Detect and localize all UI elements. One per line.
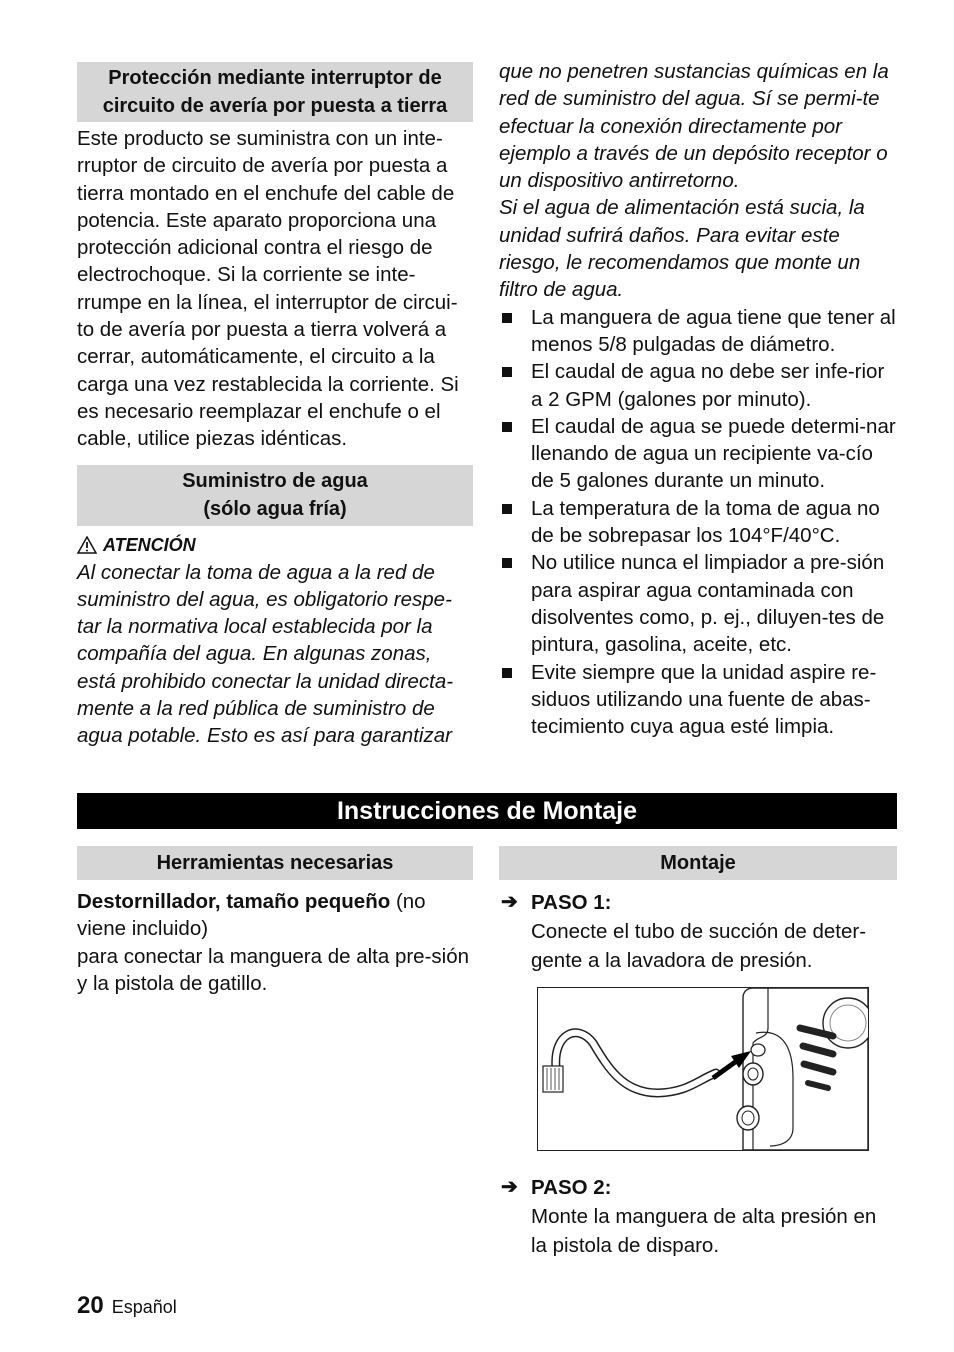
arrow-right-icon: ➔ [501, 1176, 518, 1198]
step-1 [499, 888, 897, 975]
italic-paragraph-1: que no penetren sustancias químicas en la red de suministro del agua. Sí se permi-te efectuar la conexión directamente por ejemplo a través de un depósito receptor o un dispositivo antirretorno. [499, 60, 889, 193]
warning-triangle-icon [77, 536, 97, 554]
footer-language: Español [111, 1297, 177, 1317]
assembly-illustration [537, 987, 869, 1151]
tools-column [77, 846, 473, 997]
list-item: Evite siempre que la unidad aspire re-siduos utilizando una fuente de abas-tecimiento cuya agua esté limpia. [499, 659, 897, 741]
square-bullet-icon [502, 558, 512, 568]
water-supply-heading-line1: Suministro de agua [182, 469, 368, 492]
list-item: El caudal de agua se puede determi-nar llenando de agua un recipiente va-cío de 5 galones durante un minuto. [499, 413, 897, 495]
assembly-heading: Montaje [499, 846, 897, 880]
square-bullet-icon [502, 422, 512, 432]
page-footer [77, 1292, 177, 1320]
step-2-text: Monte la manguera de alta presión en la pistola de disparo. [531, 1205, 877, 1257]
list-item: La temperatura de la toma de agua no de be sobrepasar los 104°F/40°C. [499, 495, 897, 550]
list-item: El caudal de agua no debe ser infe-rior a 2 GPM (galones por minuto). [499, 358, 897, 413]
list-item: La manguera de agua tiene que tener al menos 5/8 pulgadas de diámetro. [499, 304, 897, 359]
page-number: 20 [77, 1292, 104, 1319]
right-column [499, 58, 897, 740]
tools-normal-text: (no viene incluido) [77, 890, 426, 941]
attention-text-label: ATENCIÓN [103, 534, 196, 555]
tools-paragraph [77, 888, 473, 997]
tools-purpose-text: para conectar la manguera de alta pre-sión y la pistola de gatillo. [77, 944, 470, 995]
square-bullet-icon [502, 504, 512, 514]
tools-bold-text: Destornillador, tamaño pequeño [77, 890, 391, 913]
square-bullet-icon [502, 668, 512, 678]
square-bullet-icon [502, 367, 512, 377]
gfci-heading: Protección mediante interruptor de circuito de avería por puesta a tierra [77, 62, 473, 122]
italic-paragraph-2: Si el agua de alimentación está sucia, la unidad sufrirá daños. Para evitar este riesgo, le recomendamos que monte un filtro de agua. [499, 196, 865, 302]
left-column [77, 62, 473, 750]
section-banner: Instrucciones de Montaje [77, 793, 897, 829]
gfci-paragraph: Este producto se suministra con un inte-rruptor de circuito de avería por puesta a tierra montado en el enchufe del cable de potencia. Este aparato proporciona una protección adicional contra el riesgo de electrochoque. Si la corriente se inte-rrumpe en la línea, el interruptor de circui-to de avería por puesta a tierra volverá a cerrar, automáticamente, el circuito a la carga una vez restablecida la corriente. Si es necesario reemplazar el enchufe o el cable, utilice piezas idénticas. [77, 127, 459, 451]
step-2-title: PASO 2: [531, 1176, 612, 1199]
tools-heading: Herramientas necesarias [77, 846, 473, 880]
attention-label [77, 533, 473, 557]
pressure-washer-drawing [538, 988, 868, 1150]
step-1-text: Conecte el tubo de succión de deter-gente a la lavadora de presión. [531, 920, 867, 972]
arrow-right-icon: ➔ [501, 891, 518, 913]
requirements-list [499, 304, 897, 741]
step-1-title: PASO 1: [531, 891, 612, 914]
step-2 [499, 1173, 897, 1260]
square-bullet-icon [502, 313, 512, 323]
water-supply-heading-line2: (sólo agua fría) [203, 497, 347, 520]
attention-paragraph: Al conectar la toma de agua a la red de suministro del agua, es obligatorio respe-tar la normativa local establecida por la compañía del agua. En algunas zonas, está prohibido conectar la unidad directa-mente a la red pública de suministro de agua potable. Esto es así para garantizar [77, 560, 454, 748]
water-supply-heading [77, 465, 473, 526]
list-item: No utilice nunca el limpiador a pre-sión para aspirar agua contaminada con disolventes como, p. ej., diluyen-tes de pintura, gasolina, aceite, etc. [499, 549, 897, 658]
